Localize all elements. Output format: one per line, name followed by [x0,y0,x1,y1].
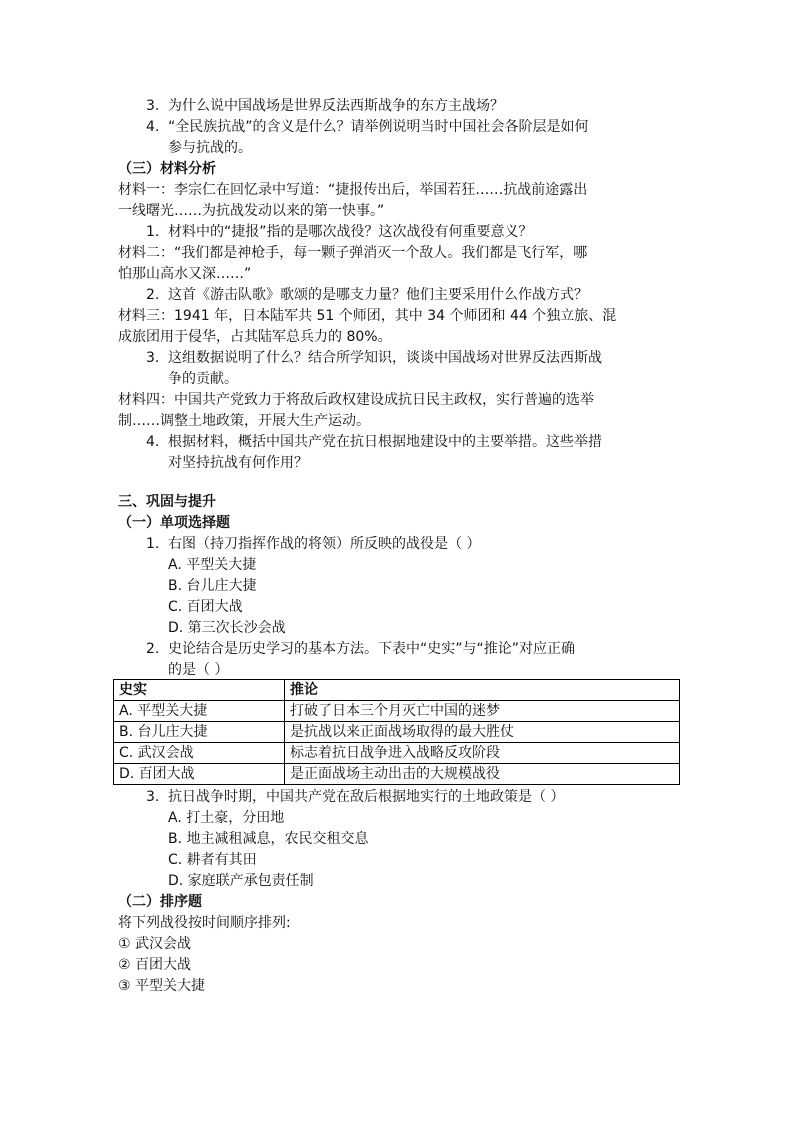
material-3: 材料三：1941 年，日本陆军共 51 个师团，其中 34 个师团和 44 个独立旅、混 [118,308,617,324]
choice-q2-text: 史论结合是历史学习的基本方法。下表中“史实”与“推论”对应正确 [168,641,576,657]
material-q4-text: 根据材料，概括中国共产党在抗日根据地建设中的主要举措。这些举措 [168,434,602,450]
material-2: 材料二：“我们都是神枪手，每一颗子弹消灭一个敌人。我们都是飞行军，哪 [118,245,588,261]
material-q1-number: 1. [146,224,160,240]
table-cell-inference: 标志着抗日战争进入战略反攻阶段 [285,743,680,764]
choice-q3-number: 3. [146,789,160,805]
material-q1-text: 材料中的“捷报”指的是哪次战役？这次战役有何重要意义？ [168,224,533,240]
table-header-fact: 史实 [114,680,285,701]
choice-q1-option-b: B. 台儿庄大捷 [168,578,257,594]
table-header-row [114,680,680,701]
table-cell-inference: 是正面战场主动出击的大规模战役 [285,764,680,785]
material-q4-text-cont: 对坚持抗战有何作用？ [168,455,308,471]
material-q2-text: 这首《游击队歌》歌颂的是哪支力量？他们主要采用什么作战方式？ [168,287,588,303]
material-4: 材料四：中国共产党致力于将敌后政权建设成抗日民主政权，实行普遍的选举 [118,392,594,408]
section-heading-material: （三）材料分析 [118,161,216,177]
table-cell-fact: D. 百团大战 [114,764,285,785]
choice-q3-option-c: C. 耕者有其田 [168,852,257,868]
material-1: 材料一：李宗仁在回忆录中写道：“捷报传出后，举国若狂……抗战前途露出 [118,182,588,198]
material-q3-text: 这组数据说明了什么？结合所学知识，谈谈中国战场对世界反法西斯战 [168,350,602,366]
table-header-inference: 推论 [285,680,680,701]
question-4-number: 4. [146,119,160,135]
choice-q3-option-b: B. 地主减租减息，农民交租交息 [168,831,369,847]
table-cell-inference: 是抗战以来正面战场取得的最大胜仗 [285,722,680,743]
choice-q2-number: 2. [146,641,160,657]
table-cell-fact: A. 平型关大捷 [114,701,285,722]
choice-q2-text-cont: 的是（ ） [168,662,229,678]
subheading-single-choice: （一）单项选择题 [118,515,230,531]
material-q2-number: 2. [146,287,160,303]
choice-q3-text: 抗日战争时期，中国共产党在敌后根据地实行的土地政策是（ ） [168,789,565,805]
table-row [114,722,680,743]
fact-inference-table [113,679,680,785]
material-1-cont: 一线曙光……为抗战发动以来的第一快事。” [118,203,385,219]
material-q3-text-cont: 争的贡献。 [168,371,238,387]
choice-q3-option-d: D. 家庭联产承包责任制 [168,873,314,889]
sorting-item-1: ① 武汉会战 [118,936,192,952]
material-q3-number: 3. [146,350,160,366]
sorting-item-3: ③ 平型关大捷 [118,978,206,994]
table-row [114,701,680,722]
choice-q1-option-c: C. 百团大战 [168,599,243,615]
choice-q1-option-d: D. 第三次长沙会战 [168,620,286,636]
table-cell-fact: B. 台儿庄大捷 [114,722,285,743]
material-3-cont: 成旅团用于侵华，占其陆军总兵力的 80%。 [118,329,392,345]
material-q4-number: 4. [146,434,160,450]
table-row [114,743,680,764]
material-2-cont: 怕那山高水又深……” [118,266,252,282]
table-cell-fact: C. 武汉会战 [114,743,285,764]
material-4-cont: 制……调整土地政策，开展大生产运动。 [118,413,370,429]
table-row [114,764,680,785]
choice-q1-text: 右图（持刀指挥作战的将领）所反映的战役是（ ） [168,536,481,552]
question-3-number: 3. [146,98,160,114]
question-4-text-cont: 参与抗战的。 [168,140,252,156]
choice-q3-option-a: A. 打土豪，分田地 [168,810,285,826]
table-cell-inference: 打破了日本三个月灭亡中国的迷梦 [285,701,680,722]
choice-q1-option-a: A. 平型关大捷 [168,557,257,573]
choice-q1-number: 1. [146,536,160,552]
subheading-sorting: （二）排序题 [118,894,202,910]
sorting-item-2: ② 百团大战 [118,957,192,973]
question-4-text: “全民族抗战”的含义是什么？请举例说明当时中国社会各阶层是如何 [168,119,589,135]
sorting-instruction: 将下列战役按时间顺序排列: [118,915,291,931]
section-heading-consolidation: 三、巩固与提升 [118,494,216,510]
question-3-text: 为什么说中国战场是世界反法西斯战争的东方主战场？ [168,98,504,114]
